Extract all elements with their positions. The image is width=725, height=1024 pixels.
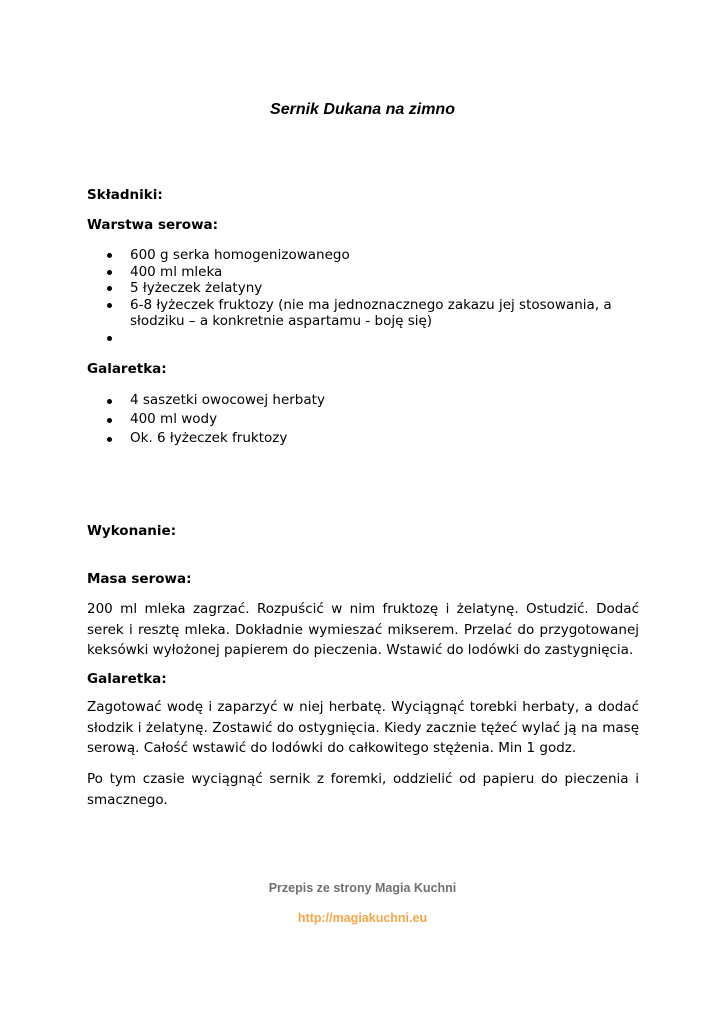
list-item: Ok. 6 łyżeczek fruktozy [87,429,647,448]
recipe-title: Sernik Dukana na zimno [270,101,455,118]
cheese-layer-list [87,247,647,346]
list-item: 400 ml wody [87,410,647,429]
cheese-layer-heading: Warstwa serowa: [87,217,219,233]
cheese-mass-heading: Masa serowa: [87,571,192,587]
list-item: 400 ml mleka [87,264,647,281]
list-item: 600 g serka homogenizowanego [87,247,647,264]
jelly-heading: Galaretka: [87,361,167,377]
list-item: 5 łyżeczek żelatyny [87,280,647,297]
list-item [87,330,647,347]
preparation-heading: Wykonanie: [87,523,177,539]
cheese-mass-text: 200 ml mleka zagrzać. Rozpuścić w nim fruktozę i żelatynę. Ostudzić. Dodać serek i resztę mleka. Dokładnie wymieszać mikserem. Przelać do przygotowanej keksówki wyłożonej papierem do pieczenia. Wstawić do lodówki do zastygnięcia. [87,601,639,658]
ingredients-heading: Składniki: [87,187,163,203]
list-item: 4 saszetki owocowej herbaty [87,391,647,410]
jelly-steps-heading: Galaretka: [87,671,167,687]
jelly-steps-text: Zagotować wodę i zaparzyć w niej herbatę. Wyciągnąć torebki herbaty, a dodać słodzik i żelatynę. Zostawić do ostygnięcia. Kiedy zacznie tężeć wylać ją na masę serową. Całość wstawić do lodówki do całkowitego stężenia. Min 1 godz. [87,699,639,756]
final-step-text: Po tym czasie wyciągnąć sernik z foremki, oddzielić od papieru do pieczenia i smacznego. [87,771,639,808]
footer-link[interactable]: http://magiakuchni.eu [297,911,428,925]
list-item: 6-8 łyżeczek fruktozy (nie ma jednoznacznego zakazu jej stosowania, a słodziku – a konkretnie aspartamu - boję się) [87,297,647,330]
footer-source: Przepis ze strony Magia Kuchni [268,881,457,895]
jelly-list [87,391,647,448]
